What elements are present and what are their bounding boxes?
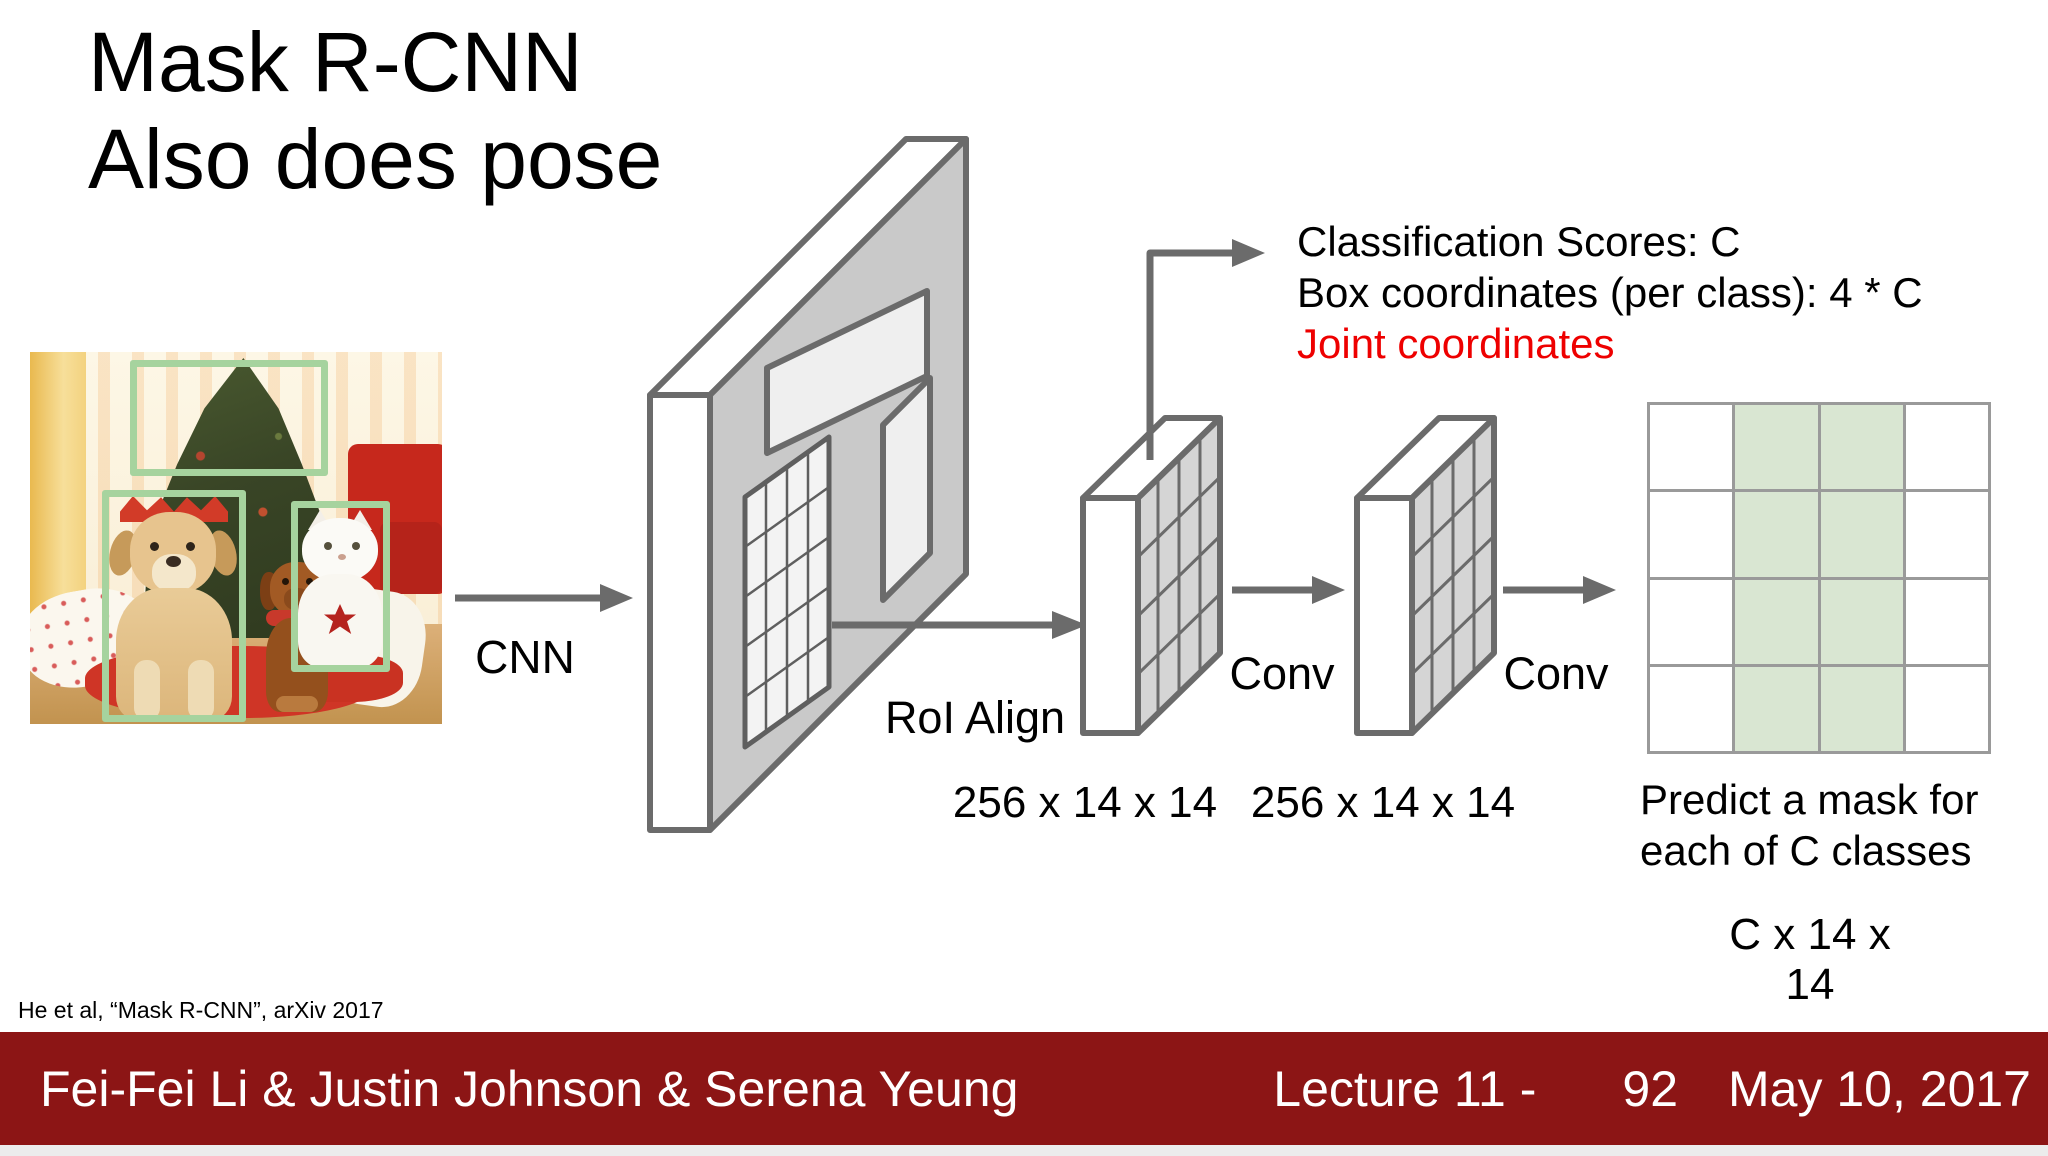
mask-caption-line-1: Predict a mask for bbox=[1640, 776, 1979, 823]
mask-cell bbox=[1906, 580, 1988, 664]
mask-cell bbox=[1821, 492, 1903, 576]
conv-label-1: Conv bbox=[1229, 648, 1335, 699]
mask-cell bbox=[1650, 580, 1732, 664]
footer-right bbox=[1273, 1060, 2031, 1118]
roi-align-label: RoI Align bbox=[884, 692, 1066, 743]
citation: He et al, “Mask R-CNN”, arXiv 2017 bbox=[18, 997, 384, 1023]
mask-cell bbox=[1650, 405, 1732, 489]
bottom-strip bbox=[0, 1145, 2048, 1156]
mask-dim-label: C x 14 x 14 bbox=[1729, 910, 1891, 1009]
conv-arrow-2-icon bbox=[1503, 576, 1616, 604]
conv-label-2: Conv bbox=[1503, 648, 1609, 699]
mask-caption bbox=[1640, 774, 1978, 876]
classification-scores-line: Classification Scores: C bbox=[1297, 218, 1741, 265]
footer-lecture: Lecture 11 - bbox=[1273, 1060, 1537, 1117]
title-line-1: Mask R-CNN bbox=[88, 15, 583, 109]
mask-cell bbox=[1821, 405, 1903, 489]
mask-cell bbox=[1735, 667, 1817, 751]
mask-cell bbox=[1735, 580, 1817, 664]
cnn-label: CNN bbox=[475, 631, 575, 683]
footer-authors: Fei-Fei Li & Justin Johnson & Serena Yeung bbox=[40, 1060, 1019, 1117]
footer-bar bbox=[0, 1032, 2048, 1145]
footer-date: May 10, 2017 bbox=[1728, 1060, 2031, 1117]
mask-cell bbox=[1906, 492, 1988, 576]
footer-page-number: 92 bbox=[1622, 1060, 1679, 1117]
conv-feature-block bbox=[1357, 418, 1494, 733]
mask-cell bbox=[1735, 492, 1817, 576]
conv-arrow-1-icon bbox=[1232, 576, 1345, 604]
title-line-2: Also does pose bbox=[88, 112, 663, 206]
mask-cell bbox=[1650, 492, 1732, 576]
cnn-arrow-icon bbox=[455, 584, 633, 612]
dim-label-1: 256 x 14 x 14 bbox=[952, 778, 1218, 827]
dim-label-2: 256 x 14 x 14 bbox=[1250, 778, 1516, 827]
mask-cell bbox=[1906, 667, 1988, 751]
mask-cell bbox=[1650, 667, 1732, 751]
mask-cell bbox=[1735, 405, 1817, 489]
box-coordinates-line: Box coordinates (per class): 4 * C bbox=[1297, 269, 1923, 316]
mask-cell bbox=[1821, 580, 1903, 664]
mask-cell bbox=[1821, 667, 1903, 751]
mask-grid bbox=[1647, 402, 1991, 754]
output-heads-text bbox=[1297, 216, 1923, 369]
roi-feature-block bbox=[1083, 418, 1220, 733]
joint-coordinates-line: Joint coordinates bbox=[1297, 320, 1615, 367]
mask-caption-line-2: each of C classes bbox=[1640, 827, 1972, 874]
mask-cell bbox=[1906, 405, 1988, 489]
